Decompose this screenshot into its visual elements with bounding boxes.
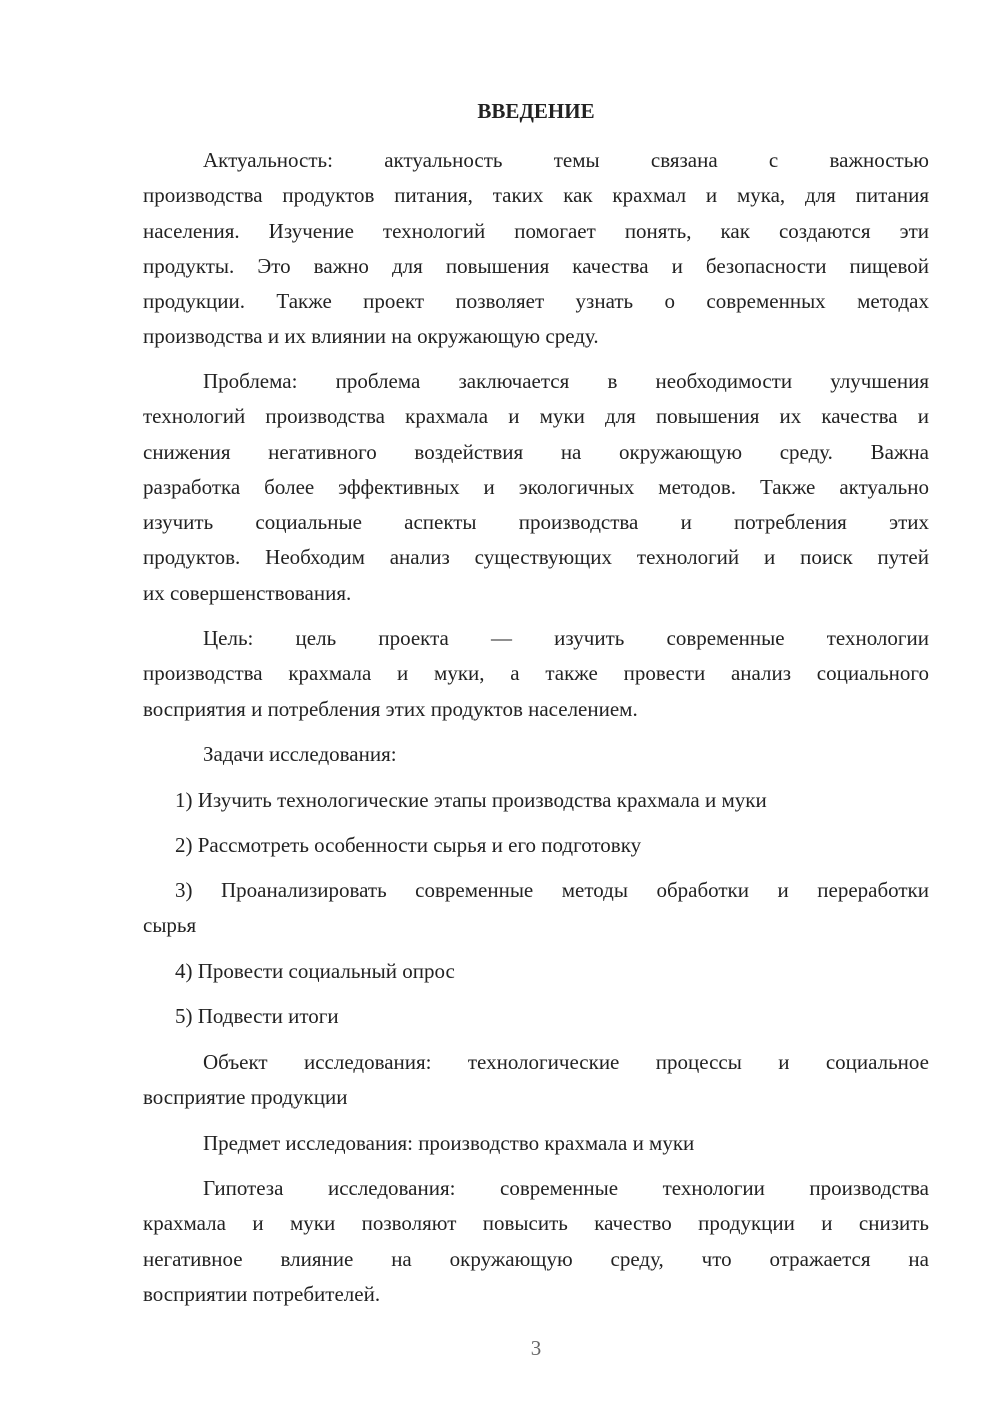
text-line: снижения негативного воздействия на окружающую среду. Важна [143,439,929,464]
text-line: населения. Изучение технологий помогает понять, как создаются эти [143,218,929,243]
paragraph-subject [143,1126,929,1161]
text-line: Актуальность: актуальность темы связана с важностью [203,148,929,172]
paragraph-hypothesis [143,1171,929,1312]
page-number: 3 [530,1336,542,1360]
paragraph-object [143,1045,929,1116]
text-line: производства и их влиянии на окружающую среду. [143,324,599,349]
task-item-1 [143,783,929,818]
text-line: Проблема: проблема заключается в необходимости улучшения [203,369,929,393]
page-title: ВВЕДЕНИЕ [477,99,595,123]
text-line: Цель: цель проекта — изучить современные технологии [203,626,929,650]
task-item-4 [143,954,929,989]
text-line: восприятии потребителей. [143,1281,381,1306]
tasks-heading [143,737,929,772]
text-line: Объект исследования: технологические процессы и социальное [203,1050,929,1074]
task-item-2 [143,828,929,863]
text-line: восприятие продукции [143,1085,348,1110]
text-line: изучить социальные аспекты производства и потребления этих [143,510,929,535]
task-item-5 [143,999,929,1034]
text-line: крахмала и муки позволяют повысить качество продукции и снизить [143,1211,929,1236]
text-line: 2) Рассмотреть особенности сырья и его подготовку [175,833,642,857]
text-line: их совершенствования. [143,580,352,605]
text-line: сырья [143,913,197,938]
text-line: продукции. Также проект позволяет узнать о современных методах [143,289,929,314]
text-line: Задачи исследования: [203,742,397,766]
text-line: продукты. Это важно для повышения качества и безопасности пищевой [143,253,929,278]
text-line: негативное влияние на окружающую среду, что отражается на [143,1246,929,1271]
text-line: 5) Подвести итоги [175,1004,339,1028]
paragraph-problem [143,364,929,611]
text-line: производства продуктов питания, таких как крахмал и мука, для питания [143,183,929,208]
text-line: 4) Провести социальный опрос [175,959,455,983]
text-line: производства крахмала и муки, а также провести анализ социального [143,661,929,686]
task-item-3 [143,873,929,944]
text-line: восприятия и потребления этих продуктов населением. [143,696,638,721]
text-line: технологий производства крахмала и муки для повышения их качества и [143,404,929,429]
text-line: 1) Изучить технологические этапы производства крахмала и муки [175,788,767,812]
paragraph-relevance [143,143,929,355]
text-line: разработка более эффективных и экологичных методов. Также актуально [143,474,929,499]
text-line: Гипотеза исследования: современные технологии производства [203,1176,929,1200]
paragraph-goal [143,621,929,727]
text-line: продуктов. Необходим анализ существующих технологий и поиск путей [143,545,929,570]
text-line: 3) Проанализировать современные методы обработки и переработки [175,878,929,902]
text-line: Предмет исследования: производство крахмала и муки [203,1131,695,1155]
